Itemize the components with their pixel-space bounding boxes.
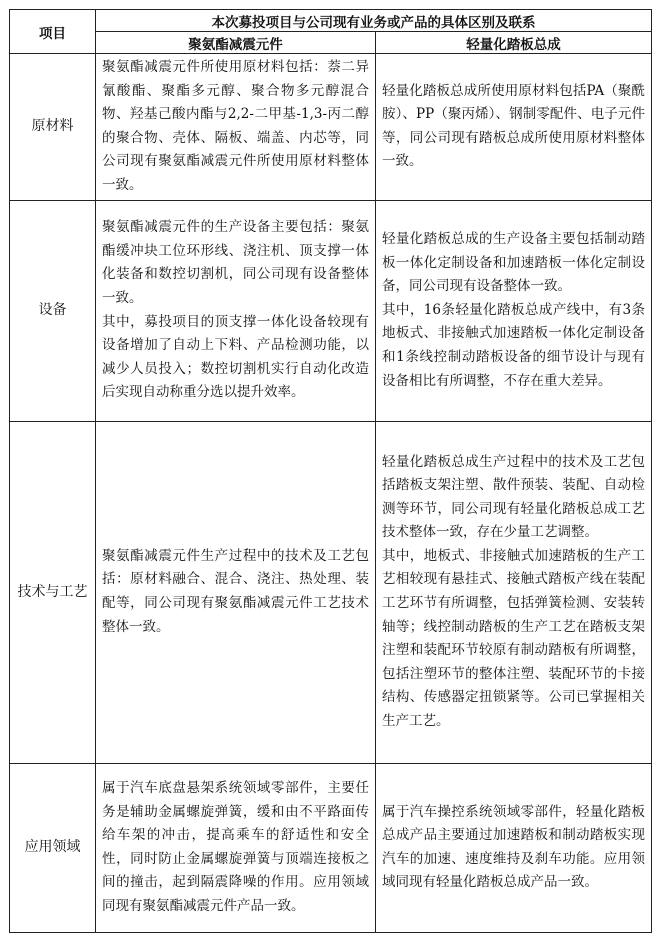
paragraph: 其中，地板式、非接触式加速踏板的生产工艺相较现有悬挂式、接触式踏板产线在装配工艺环节有所调整，包括弹簧检测、安装转轴等；线控制动踏板的生产工艺在踏板支架注塑和装配环节较原有制动踏板有所调整，包括注塑环节的整体注塑、装配环节的卡接结构、传感器定扭锁紧等。公司已掌握相关生产工艺。 <box>382 547 645 730</box>
table-row <box>10 421 652 763</box>
header-group: 本次募投项目与公司现有业务或产品的具体区别及联系 <box>96 10 652 32</box>
header-item: 项目 <box>10 10 96 54</box>
paragraph: 聚氨酯减震元件生产过程中的技术及工艺包括：原材料融合、混合、浇注、热处理、装配等，同公司现有聚氨酯减震元件工艺技术整体一致。 <box>102 547 369 635</box>
cell-equipment-pu <box>96 200 376 421</box>
row-label-application: 应用领域 <box>10 763 96 932</box>
comparison-table <box>9 9 652 933</box>
cell-equipment-pedal <box>376 200 652 421</box>
paragraph: 其中，募投项目的顶支撑一体化设备较现有设备增加了自动上下料、产品检测功能，以减少人员投入；数控切割机实行自动化改造后实现自动称重分选以提升效率。 <box>102 313 369 401</box>
row-label-technology: 技术与工艺 <box>10 421 96 763</box>
cell-technology-pedal <box>376 421 652 763</box>
paragraph: 属于汽车底盘悬架系统领域零部件，主要任务是辅助金属螺旋弹簧，缓和由不平路面传给车架的冲击，提高乘车的舒适性和安全性，同时防止金属螺旋弹簧与顶端连接板之间的撞击，起到隔震降噪的作用。应用领域同现有聚氨酯减震元件产品一致。 <box>102 780 369 914</box>
paragraph: 轻量化踏板总成生产过程中的技术及工艺包括踏板支架注塑、散件预装、装配、自动检测等环节，同公司现有轻量化踏板总成工艺技术整体一致，存在少量工艺调整。 <box>382 453 645 541</box>
paragraph: 聚氨酯减震元件的生产设备主要包括：聚氨酯缓冲块工位环形线、浇注机、顶支撑一体化装备和数控切割机，同公司现有设备整体一致。 <box>102 219 369 306</box>
row-label-equipment: 设备 <box>10 200 96 421</box>
header-pedal-assembly: 轻量化踏板总成 <box>376 32 652 54</box>
cell-application-pedal <box>376 763 652 932</box>
paragraph: 其中，16条轻量化踏板总成产线中，有3条地板式、非接触式加速踏板一体化定制设备和1条线控制动踏板设备的细节设计与现有设备相比有所调整，不存在重大差异。 <box>382 301 645 389</box>
cell-application-pu <box>96 763 376 932</box>
paragraph: 聚氨酯减震元件所使用原材料包括：萘二异氰酸酯、聚酯多元醇、聚合物多元醇混合物、羟基己酸内酯与2,2-二甲基-1,3-丙二醇的聚合物、壳体、隔板、端盖、内芯等，同公司现有聚氨酯减震元件所使用原材料整体一致。 <box>102 59 369 193</box>
cell-technology-pu <box>96 421 376 763</box>
row-label-materials: 原材料 <box>10 54 96 201</box>
table-row <box>10 54 652 201</box>
paragraph: 轻量化踏板总成的生产设备主要包括制动踏板一体化定制设备和加速踏板一体化定制设备，同公司现有设备整体一致。 <box>382 230 645 295</box>
table-row <box>10 200 652 421</box>
header-pu-damper: 聚氨酯减震元件 <box>96 32 376 54</box>
cell-materials-pedal <box>376 54 652 201</box>
paragraph: 属于汽车操控系统领域零部件，轻量化踏板总成产品主要通过加速踏板和制动踏板实现汽车的加速、速度维持及刹车功能。应用领域同现有轻量化踏板总成产品一致。 <box>382 803 645 891</box>
cell-materials-pu <box>96 54 376 201</box>
paragraph: 轻量化踏板总成所使用原材料包括PA（聚酰胺）、PP（聚丙烯）、钢制零配件、电子元件等，同公司现有踏板总成所使用原材料整体一致。 <box>382 82 645 170</box>
table-row <box>10 763 652 932</box>
